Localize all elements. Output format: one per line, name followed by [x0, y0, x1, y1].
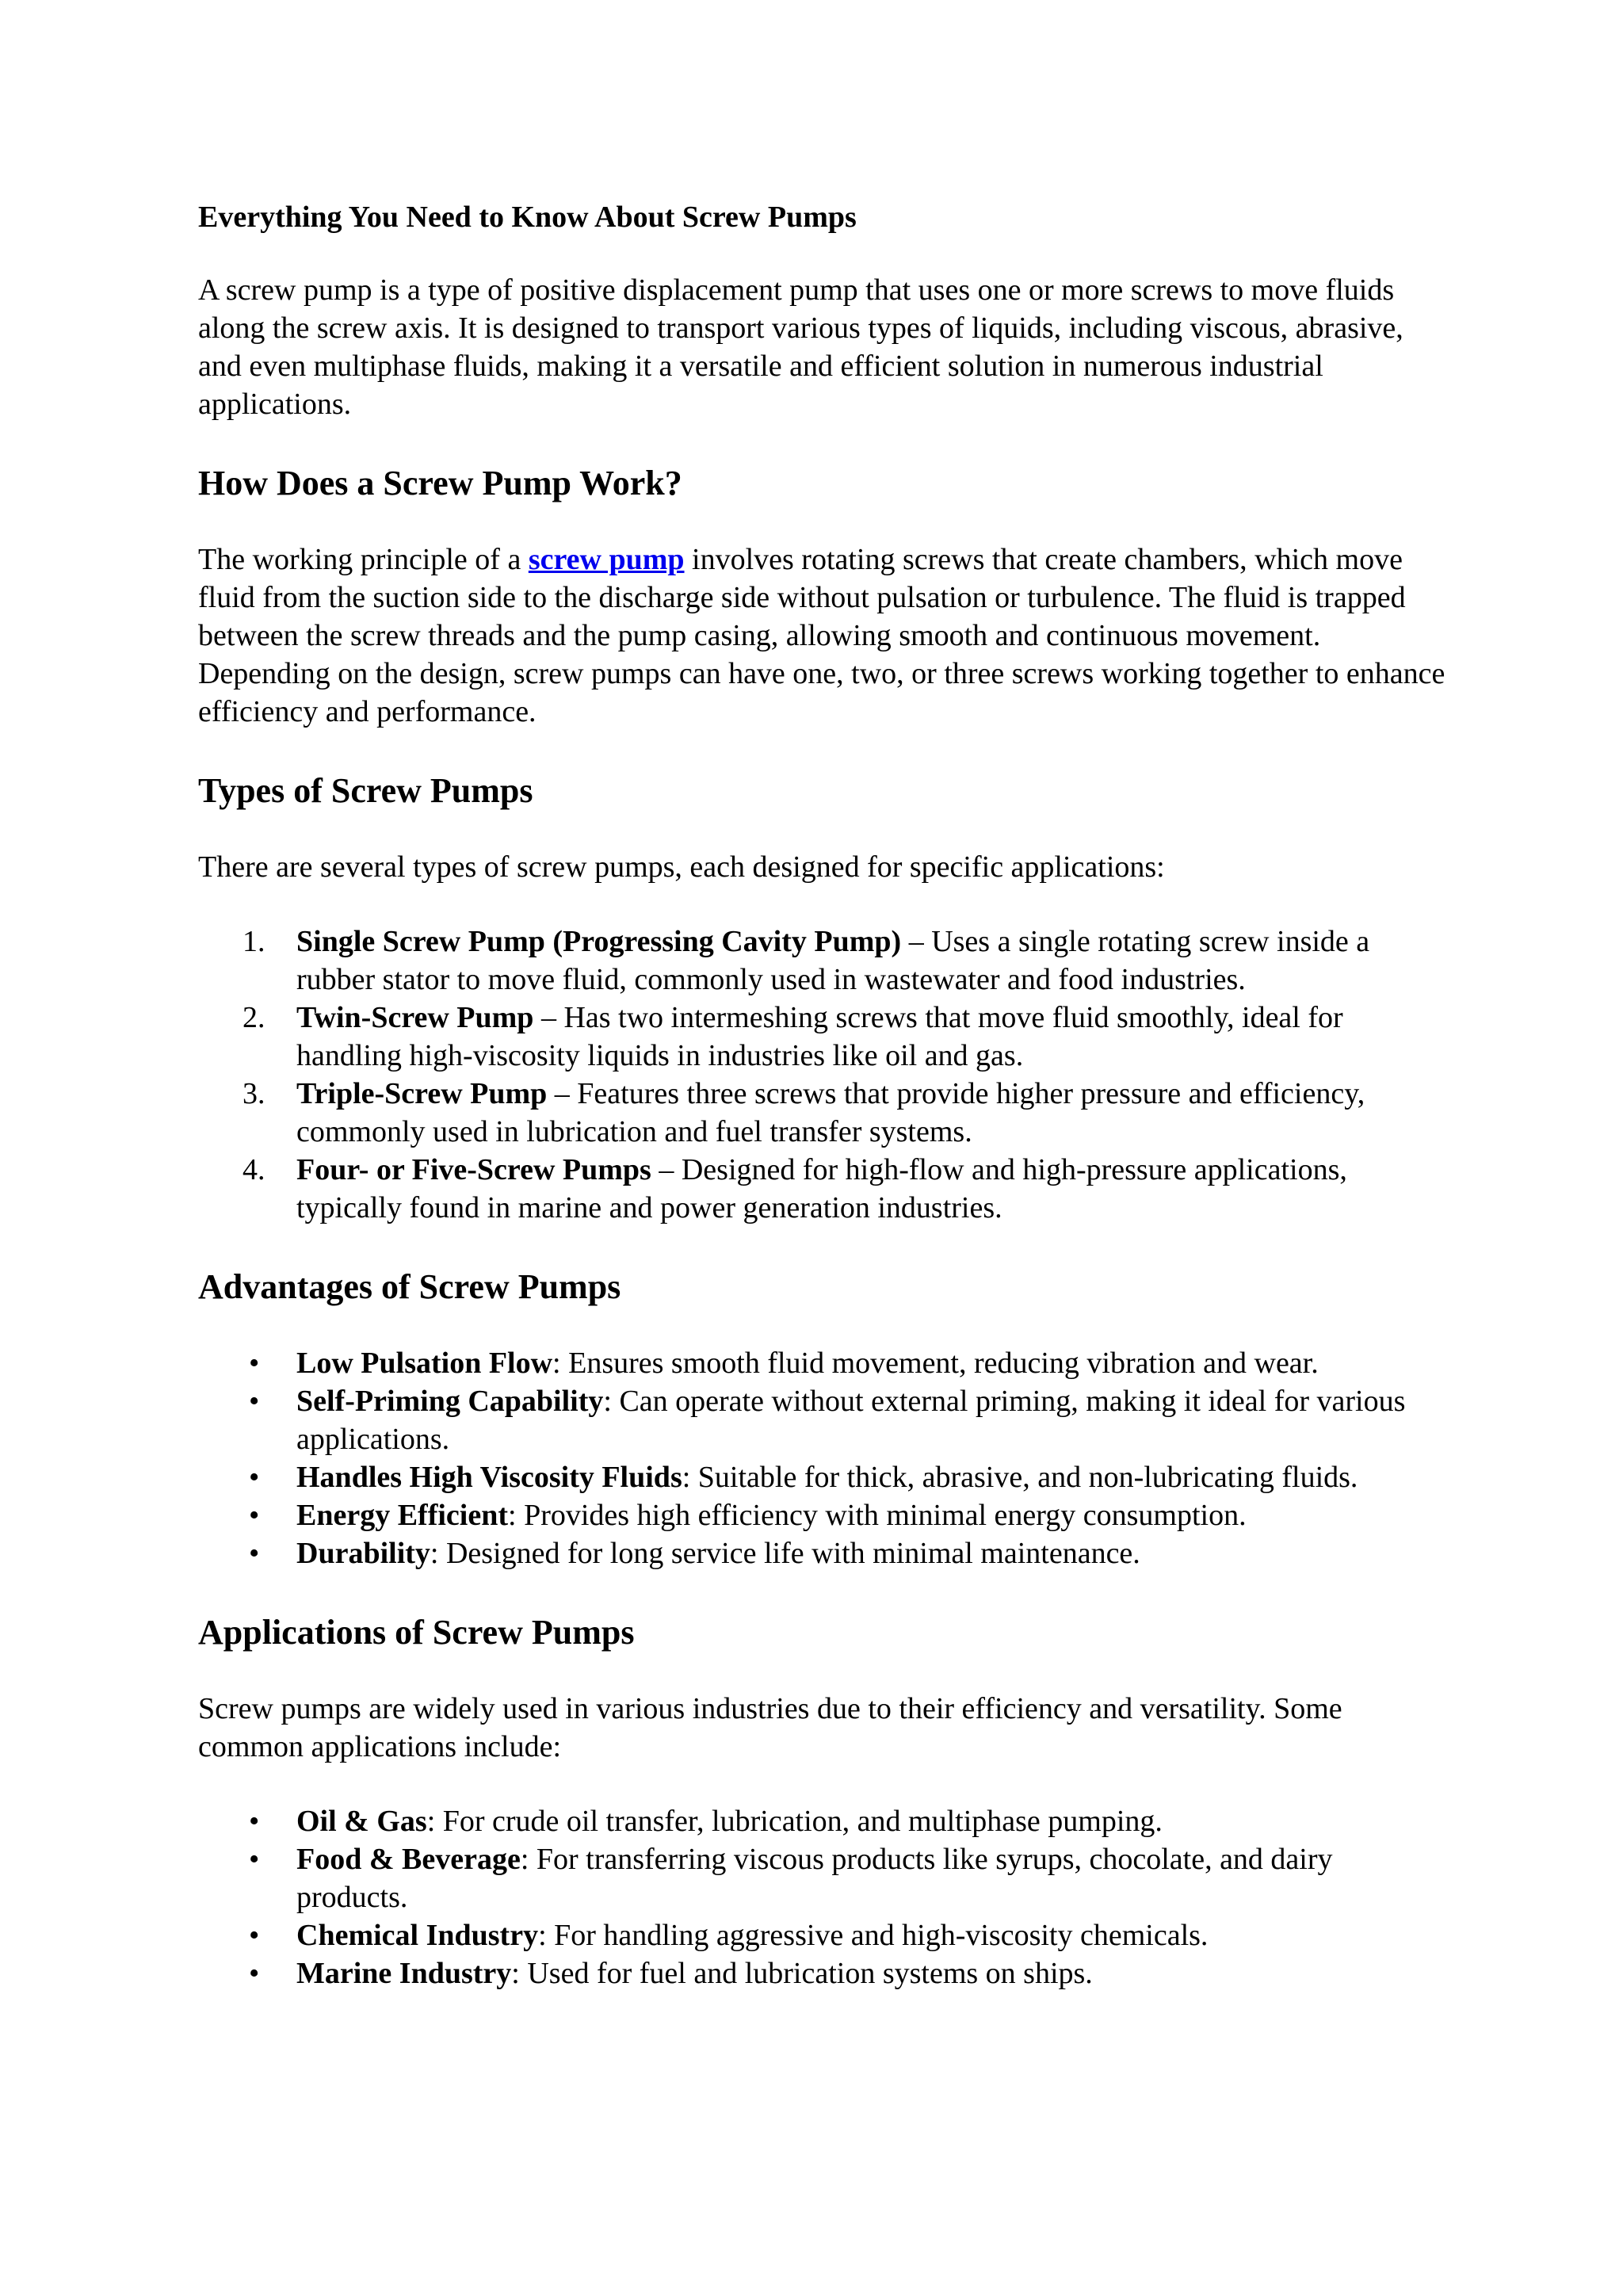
list-desc: – Uses a single rotating screw inside a rubber stator to move fluid, commonly used in wastewater and food industries.	[296, 925, 1370, 996]
list-desc: : Provides high efficiency with minimal energy consumption.	[508, 1499, 1247, 1532]
bullet-icon: •	[249, 1385, 260, 1418]
bullet-icon: •	[249, 1347, 260, 1380]
list-desc: – Designed for high-flow and high-pressure applications, typically found in marine and power generation industries.	[296, 1153, 1347, 1224]
list-desc: : Designed for long service life with minimal maintenance.	[430, 1537, 1140, 1570]
list-item	[198, 1954, 1450, 1992]
list-term: Single Screw Pump (Progressing Cavity Pump)	[296, 925, 902, 958]
list-term: Handles High Viscosity Fluids	[296, 1461, 682, 1494]
types-list	[198, 923, 1450, 1227]
list-item	[198, 1151, 1450, 1227]
list-term: Four- or Five-Screw Pumps	[296, 1153, 651, 1186]
list-desc: : Can operate without external priming, making it ideal for various applications.	[296, 1385, 1406, 1456]
list-number: 3.	[242, 1077, 265, 1110]
list-item	[198, 1344, 1450, 1382]
document-page	[198, 198, 1450, 1992]
document-title: Everything You Need to Know About Screw Pumps	[198, 201, 857, 234]
list-item	[198, 1075, 1450, 1151]
list-term: Energy Efficient	[296, 1499, 509, 1532]
list-item	[198, 1382, 1450, 1458]
list-term: Twin-Screw Pump	[296, 1001, 534, 1034]
list-number: 2.	[242, 1001, 265, 1034]
list-item	[198, 1840, 1450, 1916]
list-item	[198, 1802, 1450, 1840]
list-number: 4.	[242, 1153, 265, 1186]
list-term: Food & Beverage	[296, 1843, 521, 1876]
screw-pump-link[interactable]: screw pump	[528, 543, 685, 576]
list-item	[198, 1916, 1450, 1954]
bullet-icon: •	[249, 1957, 260, 1990]
list-item	[198, 999, 1450, 1075]
list-desc: : For transferring viscous products like syrups, chocolate, and dairy products.	[296, 1843, 1333, 1914]
list-term: Low Pulsation Flow	[296, 1347, 553, 1380]
list-desc: – Features three screws that provide higher pressure and efficiency, commonly used in lubrication and fuel transfer systems.	[296, 1077, 1365, 1148]
section-heading-how: How Does a Screw Pump Work?	[198, 464, 682, 502]
bullet-icon: •	[249, 1805, 260, 1838]
list-number: 1.	[242, 925, 265, 958]
section-heading-advantages: Advantages of Screw Pumps	[198, 1267, 621, 1306]
list-term: Triple-Screw Pump	[296, 1077, 548, 1110]
applications-list	[198, 1802, 1450, 1992]
list-item	[198, 923, 1450, 999]
list-desc: : For handling aggressive and high-viscosity chemicals.	[538, 1919, 1209, 1952]
how-text-before-link: The working principle of a	[198, 543, 529, 576]
bullet-icon: •	[249, 1843, 260, 1876]
list-term: Self-Priming Capability	[296, 1385, 604, 1418]
section-heading-types: Types of Screw Pumps	[198, 771, 533, 810]
list-item	[198, 1496, 1450, 1534]
bullet-icon: •	[249, 1499, 260, 1532]
how-paragraph	[198, 541, 1450, 731]
types-intro: There are several types of screw pumps, each designed for specific applications:	[198, 850, 1165, 884]
bullet-icon: •	[249, 1461, 260, 1494]
how-text-after-link: involves rotating screws that create chambers, which move fluid from the suction side to the discharge side without pulsation or turbulence. The fluid is trapped between the screw threads and the pump casing, allowing smooth and continuous movement. Depending on the design, screw pumps can have one, two, or three screws working together to enhance efficiency and performance.	[198, 543, 1445, 728]
applications-intro: Screw pumps are widely used in various industries due to their efficiency and versatility. Some common applications include:	[198, 1692, 1342, 1763]
list-term: Marine Industry	[296, 1957, 512, 1990]
advantages-list	[198, 1344, 1450, 1572]
list-term: Chemical Industry	[296, 1919, 539, 1952]
list-item	[198, 1458, 1450, 1496]
list-term: Durability	[296, 1537, 430, 1570]
list-item	[198, 1534, 1450, 1572]
list-desc: : Used for fuel and lubrication systems on ships.	[511, 1957, 1093, 1990]
bullet-icon: •	[249, 1537, 260, 1570]
bullet-icon: •	[249, 1919, 260, 1952]
list-term: Oil & Gas	[296, 1805, 427, 1838]
list-desc: : Ensures smooth fluid movement, reducing vibration and wear.	[552, 1347, 1319, 1380]
list-desc: : Suitable for thick, abrasive, and non-lubricating fluids.	[682, 1461, 1358, 1494]
list-desc: : For crude oil transfer, lubrication, and multiphase pumping.	[426, 1805, 1163, 1838]
list-desc: – Has two intermeshing screws that move fluid smoothly, ideal for handling high-viscosity liquids in industries like oil and gas.	[296, 1001, 1343, 1072]
section-heading-applications: Applications of Screw Pumps	[198, 1613, 635, 1652]
intro-paragraph: A screw pump is a type of positive displacement pump that uses one or more screws to move fluids along the screw axis. It is designed to transport various types of liquids, including viscous, abrasive, and even multiphase fluids, making it a versatile and efficient solution in numerous industrial applications.	[198, 273, 1403, 421]
